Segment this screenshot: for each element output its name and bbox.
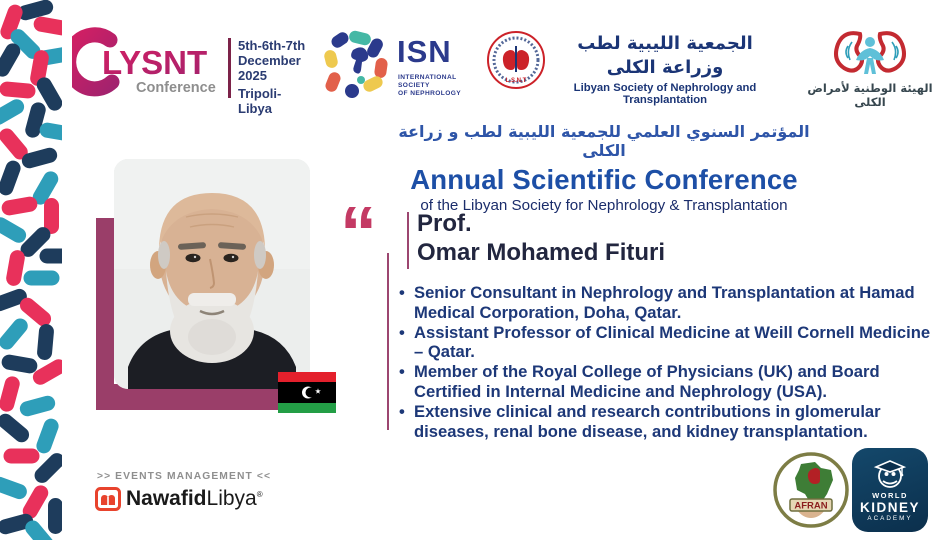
bio-bullet: • Assistant Professor of Clinical Medicine at Weill Cornell Medicine – Qatar.	[399, 323, 931, 363]
nbkd-arabic-name: الهيئة الوطنية لأمراض الكلى	[807, 81, 933, 109]
lsnt-badge-text: L.S.N.T	[505, 78, 527, 84]
lsnt-arabic-name: الجمعية الليبية لطب وزراعة الكلى	[577, 33, 753, 78]
lysnt-wordmark: LYSNT	[102, 44, 208, 81]
speaker-name: Omar Mohamed Fituri	[417, 239, 666, 266]
portrait-illustration	[114, 159, 310, 389]
lysnt-conference-label: Conference	[136, 80, 216, 96]
libya-flag	[278, 372, 336, 413]
afran-logo	[773, 452, 849, 528]
nawafid-wordmark: NawafidLibya®	[126, 487, 263, 510]
wka-world-label: WORLD	[872, 490, 908, 500]
nawafid-arches-icon	[95, 487, 121, 511]
registered-mark: ®	[256, 490, 263, 499]
conference-title-block	[374, 122, 834, 214]
speaker-portrait	[114, 159, 310, 389]
conference-location: Tripoli-Libya	[238, 86, 282, 116]
speaker-title: Prof.	[417, 210, 472, 237]
world-kidney-academy-logo	[852, 448, 928, 532]
isn-logo	[323, 30, 478, 102]
lysnt-conference-logo	[72, 26, 312, 116]
isn-full-name: INTERNATIONAL SOCIETY OF NEPHROLOGY	[398, 74, 462, 97]
terrazzo-pattern	[0, 0, 62, 540]
photo-frame-accent-left	[96, 218, 114, 408]
lsnt-seal-icon	[486, 30, 546, 90]
name-accent-line	[407, 212, 409, 269]
accent-line-vertical	[387, 253, 389, 430]
wka-academy-label: ACADEMY	[867, 514, 913, 522]
nawafid-libya-logo	[95, 487, 263, 511]
lsnt-logo	[486, 30, 778, 106]
isn-wordmark: ISN	[397, 34, 452, 69]
quote-icon: “	[340, 191, 371, 274]
national-kidney-board-logo	[803, 28, 937, 109]
dates-line1: 5th-6th-7th	[238, 38, 306, 53]
dates-line2: December	[238, 53, 301, 68]
graduation-cap-icon	[873, 459, 907, 489]
lysnt-separator	[228, 38, 231, 98]
dates-line3: 2025	[238, 68, 267, 83]
afran-wordmark: AFRAN	[794, 500, 828, 512]
conference-title-arabic: المؤتمر السنوي العلمي للجمعية الليبية لطب و زراعة الكلى	[398, 122, 810, 160]
bio-bullet: • Senior Consultant in Nephrology and Transplantation at Hamad Medical Corporation, Doha, Qatar.	[399, 283, 931, 323]
bio-bullet: • Extensive clinical and research contributions in glomerular diseases, renal bone disease, and kidney transplantation.	[399, 402, 931, 442]
nbkd-kidneys-icon	[830, 28, 910, 80]
conference-title-subtitle: of the Libyan Society for Nephrology & Transplantation	[420, 197, 788, 214]
speaker-bio	[399, 283, 931, 441]
lysnt-logo-mark	[72, 26, 232, 110]
conference-dates	[238, 38, 312, 116]
isn-mosaic-icon	[323, 30, 393, 100]
lsnt-english-name: Libyan Society of Nephrology and Transplantation	[573, 82, 757, 106]
bio-bullet: • Member of the Royal College of Physicians (UK) and Board Certified in Internal Medicine and Nephrology (USA).	[399, 362, 931, 402]
events-management-label: >> EVENTS MANAGEMENT <<	[97, 471, 272, 482]
wka-kidney-label: KIDNEY	[859, 499, 920, 515]
speaker-name-block	[417, 209, 665, 267]
conference-title-main: Annual Scientific Conference	[410, 164, 798, 195]
